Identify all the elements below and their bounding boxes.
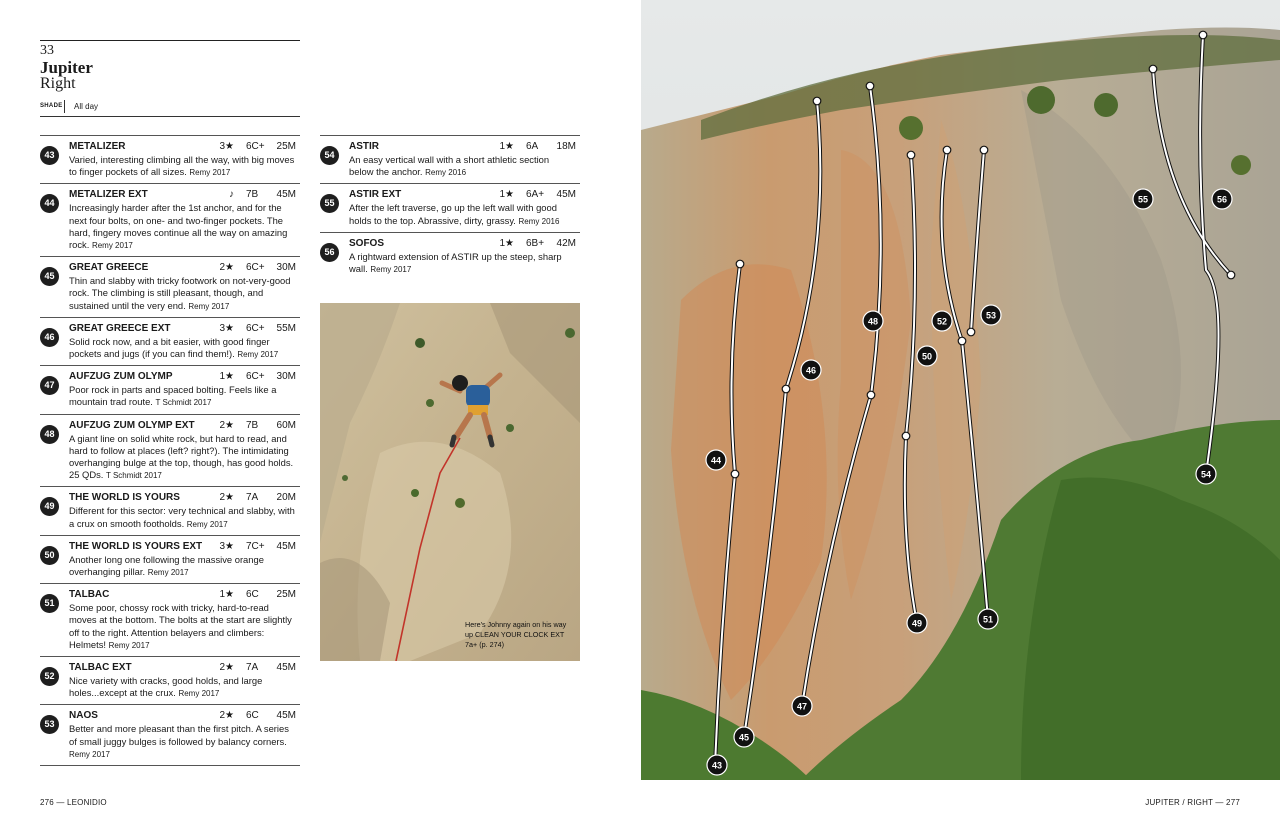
route-description-block	[349, 202, 580, 227]
route-header	[69, 662, 300, 674]
route-credit: Remy 2017	[178, 689, 220, 699]
route-description-block	[69, 723, 300, 761]
route-header	[69, 541, 300, 553]
route-number-badge: 52	[40, 667, 59, 686]
route-grade: 6C	[246, 710, 259, 722]
route-description: Poor rock in parts and spaced bolting. Feels like a mountain trad route.	[69, 384, 277, 408]
route-description-block	[69, 433, 300, 483]
route-header	[349, 141, 580, 153]
route-grade: 6A+	[526, 189, 545, 201]
route-name: THE WORLD IS YOURS EXT	[69, 540, 203, 552]
header-rule	[40, 40, 300, 41]
route-description-block	[69, 336, 300, 361]
route-length: 30M	[276, 371, 296, 383]
route-name: ASTIR	[349, 141, 379, 152]
topo-label: 53	[985, 310, 997, 321]
route-credit: Remy 2017	[186, 519, 228, 529]
route-grade: 7A	[246, 492, 259, 504]
route-credit: Remy 2017	[370, 265, 412, 275]
route-stars: 3★	[219, 540, 234, 552]
route-length: 20M	[276, 492, 296, 504]
route-number-badge: 51	[40, 594, 59, 613]
route-description: Varied, interesting climbing all the way, with big moves to finger pockets of all sizes.	[69, 154, 295, 178]
route-stars: 2★	[219, 492, 234, 504]
route-description: After the left traverse, go up the left wall with good holds to the top. Abrassive, dirty, grassy.	[349, 202, 557, 226]
shade-value: All day	[74, 102, 99, 111]
route-grade: 6B+	[526, 237, 545, 249]
route-stars: ♪	[229, 189, 234, 201]
route-description: Some poor, chossy rock with tricky, hard-to-read moves at the bottom. The bolts at the start are slightly off to the right. Attention belayers and climbers: Helmets!	[69, 602, 292, 650]
route-credit: Remy 2017	[188, 301, 230, 311]
route-description: Thin and slabby with tricky footwork on not-very-good rock. The climbing is still pleasant, though, and sustained until the very end.	[69, 275, 291, 311]
route-stars: 3★	[219, 141, 234, 152]
route-stars: 2★	[219, 662, 234, 674]
route-header	[69, 371, 300, 383]
route-name: METALIZER	[69, 141, 126, 152]
photo-caption: Here's Johnny again on his way up CLEAN YOUR CLOCK EXT 7a+ (p. 274)	[465, 620, 567, 649]
shade-info	[40, 100, 300, 117]
route-description-block	[69, 675, 300, 700]
topo-label: 51	[982, 614, 994, 625]
route-length: 18M	[556, 141, 576, 152]
route-description-block	[69, 202, 300, 252]
route-description-block	[69, 505, 300, 530]
route-credit: Remy 2017	[189, 168, 231, 178]
route-stars: 1★	[219, 589, 234, 601]
route-list-right	[320, 135, 580, 280]
route-credit: Remy 2017	[147, 568, 189, 578]
route-length: 45M	[276, 540, 296, 552]
route-description: Increasingly harder after the 1st anchor, and for the next four bolts, on one- and two-finger pockets. The hard, fingery moves continue all the way on amazing rock.	[69, 202, 288, 251]
sector-title: Jupiter	[40, 58, 93, 77]
climber-photo	[320, 303, 580, 661]
page-footer-left: 276 — LEONIDIO	[40, 798, 107, 807]
route-entry	[40, 535, 300, 583]
shade-label: SHADE	[40, 103, 63, 109]
route-number-badge: 47	[40, 376, 59, 395]
topo-label: 55	[1137, 194, 1149, 205]
route-header	[69, 262, 300, 274]
route-length: 25M	[276, 589, 296, 601]
route-header	[69, 710, 300, 722]
route-description-block	[349, 154, 580, 179]
route-grade: 6C+	[246, 262, 265, 274]
route-header	[69, 323, 300, 335]
route-credit: T Schmidt 2017	[155, 398, 212, 408]
route-entry	[40, 414, 300, 487]
route-description: Better and more pleasant than the first pitch. A series of small juggy bulges is followed by balancy corners.	[69, 723, 289, 747]
route-length: 42M	[556, 237, 576, 249]
route-entry	[320, 135, 580, 183]
route-grade: 7B	[246, 419, 259, 431]
route-name: AUFZUG ZUM OLYMP	[69, 371, 173, 383]
route-entry	[40, 656, 300, 704]
route-name: METALIZER EXT	[69, 189, 148, 201]
route-entry	[40, 365, 300, 413]
route-description: A giant line on solid white rock, but hard to read, and hard to follow at places (left? right?). The intimidating overhanging bulge at the top, though, has good holds. 25 QDs.	[69, 432, 294, 481]
route-header	[69, 189, 300, 201]
route-stars: 3★	[219, 322, 234, 334]
topo-label: 45	[738, 732, 750, 743]
route-stars: 1★	[499, 237, 514, 249]
route-entry	[40, 317, 300, 365]
route-credit: Remy 2016	[425, 168, 467, 178]
route-number-badge: 45	[40, 267, 59, 286]
route-number-badge: 44	[40, 194, 59, 213]
route-length: 30M	[276, 262, 296, 274]
route-name: GREAT GREECE	[69, 262, 149, 274]
route-length: 45M	[276, 662, 296, 674]
route-description-block	[69, 384, 300, 409]
route-stars: 1★	[499, 141, 514, 152]
route-entry	[40, 135, 300, 183]
route-entry	[40, 183, 300, 256]
route-credit: Remy 2017	[237, 350, 279, 360]
route-stars: 2★	[219, 419, 234, 431]
route-grade: 6A	[526, 141, 539, 152]
route-entry	[40, 583, 300, 656]
topo-label: 54	[1200, 469, 1212, 480]
route-grade: 6C+	[246, 141, 265, 152]
route-name: AUFZUG ZUM OLYMP EXT	[69, 419, 195, 431]
route-number-badge: 48	[40, 425, 59, 444]
route-length: 45M	[276, 189, 296, 201]
route-credit: Remy 2016	[518, 216, 560, 226]
route-name: TALBAC EXT	[69, 662, 132, 674]
route-grade: 6C+	[246, 322, 265, 334]
route-number-badge: 54	[320, 146, 339, 165]
shade-divider	[64, 100, 65, 113]
route-description-block	[69, 154, 300, 179]
route-list-left	[40, 135, 300, 766]
route-header	[69, 420, 300, 432]
sector-number: 33	[40, 43, 54, 58]
route-number-badge: 49	[40, 497, 59, 516]
route-length: 55M	[276, 322, 296, 334]
route-credit: Remy 2017	[69, 749, 110, 759]
route-name: ASTIR EXT	[349, 189, 402, 201]
route-description: Solid rock now, and a bit easier, with good finger pockets and jugs (if you can find them!).	[69, 335, 270, 360]
route-name: SOFOS	[349, 237, 385, 249]
topo-label: 44	[710, 455, 722, 466]
route-name: TALBAC	[69, 589, 110, 601]
route-stars: 2★	[219, 262, 234, 274]
route-name: THE WORLD IS YOURS	[69, 492, 180, 504]
topo-label: 43	[711, 760, 723, 771]
route-description: Nice variety with cracks, good holds, and large holes...except at the crux.	[69, 675, 263, 699]
route-stars: 1★	[219, 371, 234, 383]
route-length: 45M	[276, 710, 296, 722]
route-number-badge: 56	[320, 243, 339, 262]
route-description-block	[349, 251, 580, 276]
route-description-block	[69, 554, 300, 579]
route-header	[349, 238, 580, 250]
topo-label: 56	[1216, 194, 1228, 205]
route-grade: 6C	[246, 589, 259, 601]
route-grade: 6C+	[246, 371, 265, 383]
route-length: 25M	[276, 141, 296, 152]
route-description-block	[69, 275, 300, 313]
sector-subtitle: Right	[40, 75, 76, 92]
route-number-badge: 53	[40, 715, 59, 734]
route-description: An easy vertical wall with a short athletic section below the anchor.	[349, 154, 550, 178]
route-header	[69, 492, 300, 504]
route-number-badge: 50	[40, 546, 59, 565]
route-number-badge: 46	[40, 328, 59, 347]
page-footer-right: JUPITER / RIGHT — 277	[1145, 798, 1240, 807]
route-entry	[320, 183, 580, 231]
route-header	[69, 589, 300, 601]
route-name: GREAT GREECE EXT	[69, 322, 171, 334]
crag-topo-photo	[641, 0, 1280, 780]
route-grade: 7A	[246, 662, 259, 674]
route-entry	[40, 486, 300, 534]
route-description-block	[69, 602, 300, 652]
route-credit: Remy 2017	[108, 640, 150, 650]
route-entry	[40, 704, 300, 766]
route-header	[349, 189, 580, 201]
route-length: 60M	[276, 419, 296, 431]
topo-label: 48	[867, 316, 879, 327]
route-grade: 7B	[246, 189, 259, 201]
route-stars: 2★	[219, 710, 234, 722]
route-number-badge: 43	[40, 146, 59, 165]
route-entry	[40, 256, 300, 317]
topo-label: 49	[911, 618, 923, 629]
topo-label: 46	[805, 365, 817, 376]
route-credit: T Schmidt 2017	[106, 471, 162, 481]
topo-label: 50	[921, 351, 933, 362]
route-grade: 7C+	[246, 540, 265, 552]
route-credit: Remy 2017	[91, 241, 133, 251]
route-description: Another long one following the massive orange overhanging pillar.	[69, 553, 264, 578]
route-header	[69, 141, 300, 153]
route-entry	[320, 232, 580, 280]
topo-label: 47	[796, 701, 808, 712]
route-description: A rightward extension of ASTIR up the steep, sharp wall.	[349, 250, 562, 275]
route-description: Different for this sector: very technical and slabby, with a crux on smooth footholds.	[69, 505, 295, 529]
route-number-badge: 55	[320, 194, 339, 213]
route-length: 45M	[556, 189, 576, 201]
topo-label: 52	[936, 316, 948, 327]
route-name: NAOS	[69, 710, 98, 722]
route-stars: 1★	[499, 189, 514, 201]
